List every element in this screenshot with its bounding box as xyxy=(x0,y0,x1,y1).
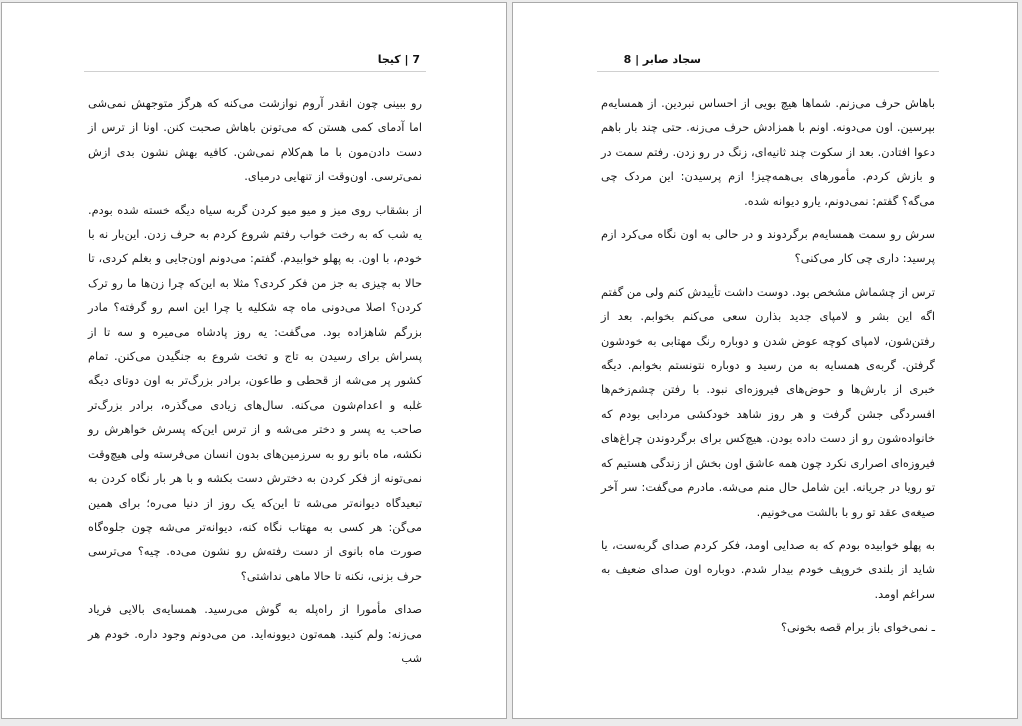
page-body xyxy=(88,91,422,679)
paragraph: از بشقاب روی میز و میو میو کردن گربه سیاه دیگه خسته شده بودم. یه شب که به رخت خواب رفتم شروع کردم به حرف زدن. این‌بار نه با خودم، با اون. به پهلو خوابیدم. گفتم: می‌دونم اون‌جایی و بغلم کردی، تا حالا به چیزی به جز من فکر کردی؟ مثلا به این‌که چرا زن‌ها ما رو ترک کردن؟ اصلا می‌دونی ماه چه شکلیه یا چرا این اسم رو گرفته؟ مادر بزرگم شاهزاده بود. می‌گفت: یه روز پادشاه می‌میره و سه تا از پسراش برای رسیدن به تاج و تخت شروع به جنگیدن می‌کنن. تمام کشور پر می‌شه از قحطی و طاعون، برادر بزرگ‌تر به اون دوتای دیگه غلبه و اعدام‌شون می‌کنه. سال‌های زیادی می‌گذره، برادر بزرگ‌تر صاحب یه پسر و دختر می‌شه و از ترس این‌که پسرش خواهرش رو نکشه، ماه بانو رو به سرزمین‌های بدون انسان می‌فرسته ولی هیچ‌وقت نمی‌تونه از فکر کردن به دخترش دست بکشه و با هر بار نگاه کردن به تبعیدگاه دیوانه‌تر می‌شه تا این‌که یک روز از دنیا می‌ره؛ برای همین می‌گن: هر کسی به مهتاب نگاه کنه، دیوانه‌تر می‌شه چون جلوه‌گاه صورت ماه بانوی از دست رفته‌ش رو نشون می‌ده. چیه؟ می‌ترسی حرف بزنی، نکنه تا حالا ماهی نداشتی؟ xyxy=(88,202,422,583)
header-divider xyxy=(597,71,939,72)
paragraph: سرش رو سمت همسایه‌م برگردوند و در حالی به اون نگاه می‌کرد ازم پرسید: داری چی کار می‌کنی؟ xyxy=(601,227,935,266)
running-head: سجاد صابر | 8 xyxy=(623,53,701,66)
right-page xyxy=(512,2,1018,719)
page-body xyxy=(601,91,935,649)
paragraph: به پهلو خوابیده بودم که به صدایی اومد، فکر کردم صدای گربه‌ست، یا شاید از بلندی خروپف خودم بیدار شدم. دوباره اون صدای ضعیف به سراغم اومد. xyxy=(601,537,935,601)
paragraph: باهاش حرف می‌زنم. شماها هیچ بویی از احساس نبردین. از همسایه‌م بپرسین. اون می‌دونه. اونم با همزادش حرف می‌زنه. حتی چند بار باهم دعوا افتادن. بعد از سکوت چند ثانیه‌ای، زنگ در رو زدن. رفتم سمت در و بازش کردم. مأمورهای بی‌همه‌چیز! ازم پرسیدن: این مردک چی می‌گه؟ گفتم: نمی‌دونم، یارو دیوانه شده. xyxy=(601,96,935,208)
header-divider xyxy=(84,71,426,72)
dialogue-line: ـ نمی‌خوای باز برام قصه بخونی؟ xyxy=(780,620,935,635)
left-page xyxy=(1,2,507,719)
paragraph: صدای مأمورا از راه‌پله به گوش می‌رسید. همسایه‌ی بالایی فریاد می‌زنه: ولم کنید. همه‌تون دیوونه‌اید. من می‌دونم وجود داره. خودم هر شب xyxy=(88,602,422,665)
paragraph: ترس از چشماش مشخص بود. دوست داشت تأییدش کنم ولی من گفتم اگه این بشر و لامپای جدید بذارن سعی می‌کنم بخوابم. بعد از رفتن‌شون، لامپای کوچه عوض شدن و دوباره رنگ مهتابی به خودشون گرفتن. گربه‌ی همسایه به من رسید و دوباره نتونستم بخوابم. دیگه خبری از بارش‌ها و حوض‌های فیروزه‌ای نبود. با رفتن چشم‌زخم‌ها افسردگی جشن گرفت و هر روز شاهد خودکشی مردابی بودم که خانواده‌شون رو از دست داده بودن. هیچ‌کس برای برگردوندن چراغ‌های فیروزه‌ای اصراری نکرد چون همه عاشق اون بخش از زندگی هستیم که تو رویا در جریانه. این شامل حال منم می‌شه. مادرم می‌گفت: سر آخر صیغه‌ی عقد تو رو با بالشت می‌خونیم. xyxy=(601,284,935,519)
paragraph: رو ببینی چون انقدر آروم نوازشت می‌کنه که هرگز متوجهش نمی‌شی اما آدمای کمی هستن که می‌تونن باهاش صحبت کنن. اونا از ترس از دست دادن‌مون با ما هم‌کلام نمی‌شن. کافیه بهش نشون بدی ازش نمی‌ترسی. اون‌وقت از تنهایی درمیای. xyxy=(88,96,422,184)
running-head: 7 | کیجا xyxy=(377,53,420,66)
